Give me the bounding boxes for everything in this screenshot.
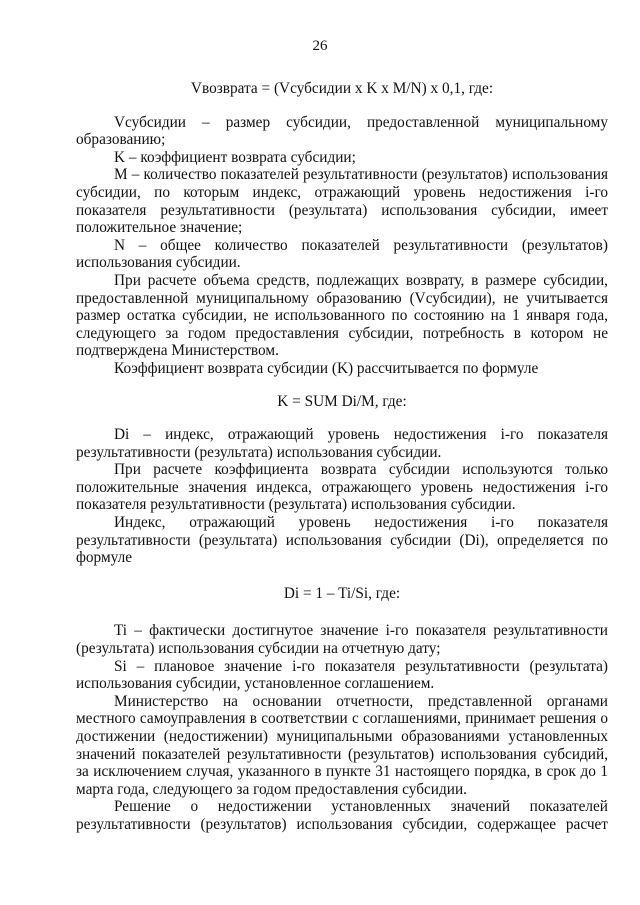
paragraph-ministry-decision: Министерство на основании отчетности, представленной органами местного самоуправления в соответствии с соглашениями, принимает решения о достижении (недостижении) муниципальными образованиями установленных значений показателей результативности (результатов) использования субсидий, за исключением случая, указанного в пункте 31 настоящего порядка, в срок до 1 марта года, следующего за годом предоставления субсидии. — [76, 692, 608, 798]
paragraph-refund-calculation-note: При расчете объема средств, подлежащих возврату, в размере субсидии, предоставленной муниципальному образованию (Vсубсидии), не учитывается размер остатка субсидии, не использованного по состоянию на 1 января года, следующего за годом предоставления субсидии, потребность в котором не подтверждена Министерством. — [76, 271, 608, 360]
paragraph-m-definition: M – количество показателей результативности (результатов) использования субсидии, по которым индекс, отражающий уровень недостижения i-го показателя результативности (результата) использования субсидии, имеет положительное значение; — [76, 166, 608, 237]
paragraph-ti-definition: Ti – фактически достигнутое значение i-го показателя результативности (результата) использования субсидии на отчетную дату; — [76, 622, 608, 658]
document-body — [76, 80, 608, 834]
paragraph-si-definition: Si – плановое значение i-го показателя результативности (результата) использования субсидии, установленное соглашением. — [76, 657, 608, 693]
formula-di: Di = 1 – Ti/Si, где: — [283, 584, 401, 602]
paragraph-di-definition: Di – индекс, отражающий уровень недостижения i-го показателя результативности (результата) использования субсидии. — [76, 426, 608, 461]
paragraph-k-formula-intro: Коэффициент возврата субсидии (K) рассчитывается по формуле — [114, 359, 539, 377]
paragraph-n-definition: N – общее количество показателей результативности (результатов) использования субсидии. — [76, 236, 608, 272]
page-number: 26 — [312, 38, 328, 54]
paragraph-v-subsidy-definition: Vсубсидии – размер субсидии, предоставленной муниципальному образованию; — [76, 113, 608, 149]
paragraph-di-formula-intro: Индекс, отражающий уровень недостижения i-го показателя результативности (результата) использования субсидии (Di), определяется по формуле — [76, 514, 608, 567]
paragraph-k-definition: K – коэффициент возврата субсидии; — [114, 148, 356, 166]
paragraph-positive-index-note: При расчете коэффициента возврата субсидии используются только положительные значения индекса, отражающего уровень недостижения i-го показателя результативности (результата) использования субсидии. — [76, 461, 608, 514]
paragraph-decision-content: Решение о недостижении установленных значений показателей результативности (результатов) использования субсидии, содержащее расчет — [76, 798, 608, 833]
formula-refund-volume: Vвозврата = (Vсубсидии x K x M/N) x 0,1, где: — [190, 80, 494, 97]
formula-k: K = SUM Di/M, где: — [277, 392, 407, 410]
